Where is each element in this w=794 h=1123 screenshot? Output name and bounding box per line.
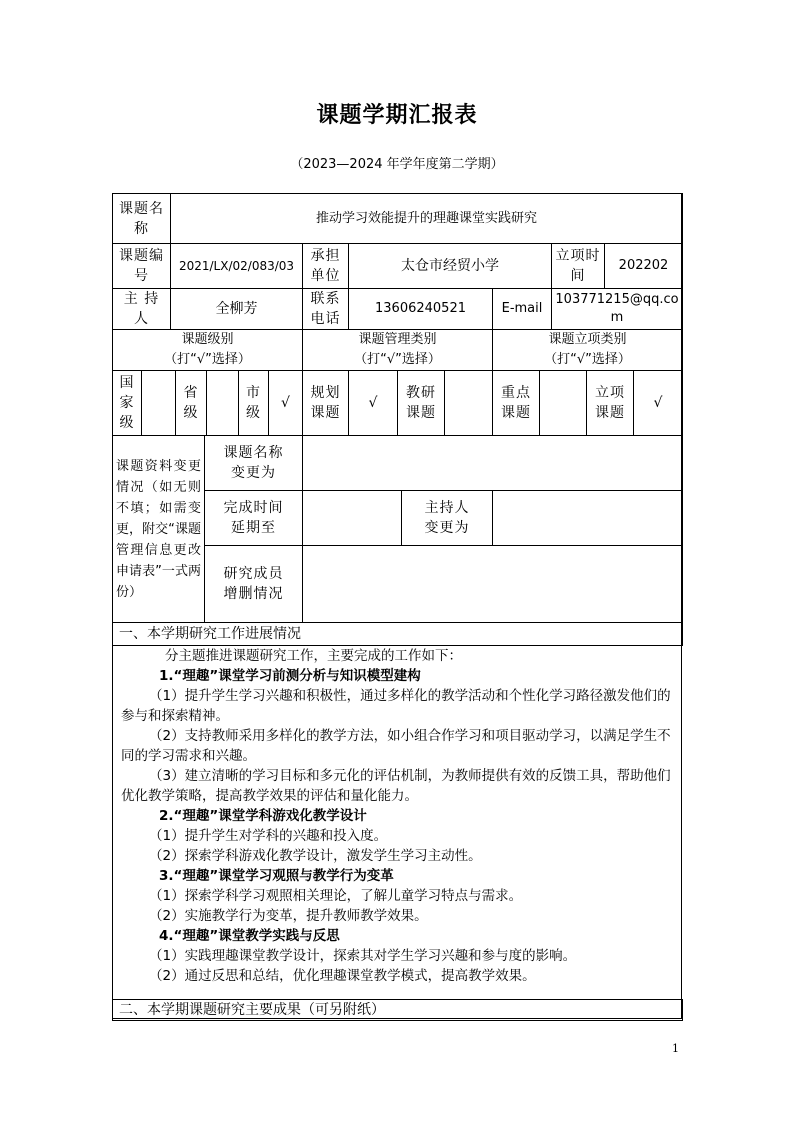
teaching-label: 教研课题 bbox=[397, 370, 445, 436]
paragraph: （2）探索学科游戏化教学设计，激发学生学习主动性。 bbox=[149, 848, 482, 864]
section1-intro: 分主题推进课题研究工作，主要完成的工作如下： bbox=[165, 648, 462, 664]
city-check: √ bbox=[268, 370, 303, 436]
page-title: 课题学期汇报表 bbox=[316, 103, 478, 128]
mgmt-hint: （打“√”选择） bbox=[354, 352, 441, 367]
setup-time-label: 立项时间 bbox=[551, 243, 605, 289]
host-change-value bbox=[492, 490, 683, 546]
members-value bbox=[302, 545, 683, 623]
unit-label: 承担单位 bbox=[302, 243, 349, 289]
subsection-heading: 4.“理趣”课堂教学实践与反思 bbox=[159, 928, 340, 944]
section2-heading: 二、本学期课题研究主要成果（可另附纸） bbox=[112, 999, 683, 1021]
page-number: 1 bbox=[672, 1042, 679, 1055]
delay-value bbox=[302, 490, 402, 546]
province-check bbox=[206, 370, 239, 436]
topic-code-label: 课题编号 bbox=[112, 243, 171, 289]
change-side-note: 课题资料变更情况（如无则不填；如需变更，附交“课题管理信息更改申请表”一式两份） bbox=[112, 435, 205, 623]
page-subtitle: （2023—2024 年学年度第二学期） bbox=[290, 157, 504, 172]
paragraph: （2）支持教师采用多样化的教学方法，如小组合作学习和项目驱动学习，以满足学生不同的学习需求和兴趣。 bbox=[121, 728, 671, 764]
national-check bbox=[141, 370, 176, 436]
planned-check: √ bbox=[348, 370, 398, 436]
setup-hint: （打“√”选择） bbox=[544, 352, 631, 367]
paragraph: （2）实施教学行为变革，提升教师教学效果。 bbox=[149, 908, 428, 924]
planned-label: 规划课题 bbox=[302, 370, 349, 436]
setup-time-value: 202202 bbox=[604, 243, 683, 289]
phone-label: 联系电话 bbox=[302, 288, 349, 330]
topic-code-value: 2021/LX/02/083/03 bbox=[170, 243, 303, 289]
delay-label: 完成时间延期至 bbox=[204, 490, 303, 546]
unit-value: 太仓市经贸小学 bbox=[348, 243, 552, 289]
paragraph: （1）提升学生学习兴趣和积极性，通过多样化的教学活动和个性化学习路径激发他们的参与和探索精神。 bbox=[121, 688, 671, 724]
level-title: 课题级别 bbox=[181, 332, 234, 347]
name-change-value bbox=[302, 435, 683, 491]
phone-value: 13606240521 bbox=[348, 288, 493, 330]
province-label: 省级 bbox=[175, 370, 207, 436]
name-change-label: 课题名称变更为 bbox=[204, 435, 303, 491]
section1-items bbox=[121, 666, 673, 986]
section1-heading: 一、本学期研究工作进展情况 bbox=[112, 622, 683, 646]
email-label: E-mail bbox=[492, 288, 552, 330]
host-label: 主 持 人 bbox=[112, 288, 171, 330]
paragraph: （2）通过反思和总结，优化理趣课堂教学模式，提高教学效果。 bbox=[149, 968, 536, 984]
paragraph: （1）提升学生对学科的兴趣和投入度。 bbox=[149, 828, 388, 844]
subsection-heading: 1.“理趣”课堂学习前测分析与知识模型建构 bbox=[159, 668, 421, 684]
mgmt-title: 课题管理类别 bbox=[358, 332, 437, 347]
paragraph: （1）探索学科学习观照相关理论，了解儿童学习特点与需求。 bbox=[149, 888, 523, 904]
host-value: 全柳芳 bbox=[170, 288, 303, 330]
setup-header bbox=[492, 329, 683, 371]
email-value: 103771215@qq.com bbox=[551, 288, 683, 330]
key-check bbox=[539, 370, 587, 436]
section1-body bbox=[112, 644, 682, 1002]
setup-type-check: √ bbox=[633, 370, 683, 436]
mgmt-header bbox=[302, 329, 493, 371]
key-label: 重点课题 bbox=[492, 370, 540, 436]
paragraph: （1）实践理趣课堂教学设计，探索其对学生学习兴趣和参与度的影响。 bbox=[149, 948, 577, 964]
city-label: 市级 bbox=[238, 370, 269, 436]
level-hint: （打“√”选择） bbox=[164, 352, 251, 367]
subsection-heading: 3.“理趣”课堂学习观照与教学行为变革 bbox=[159, 868, 394, 884]
setup-title: 课题立项类别 bbox=[548, 332, 627, 347]
members-label: 研究成员增删情况 bbox=[204, 545, 303, 623]
national-label: 国家级 bbox=[112, 370, 142, 436]
topic-name-value: 推动学习效能提升的理趣课堂实践研究 bbox=[170, 193, 683, 244]
host-change-label: 主持人变更为 bbox=[401, 490, 493, 546]
teaching-check bbox=[444, 370, 493, 436]
level-header bbox=[112, 329, 303, 371]
setup-type-label: 立项课题 bbox=[586, 370, 634, 436]
subsection-heading: 2.“理趣”课堂学科游戏化教学设计 bbox=[159, 808, 367, 824]
topic-name-label: 课题名称 bbox=[112, 193, 171, 244]
paragraph: （3）建立清晰的学习目标和多元化的评估机制，为教师提供有效的反馈工具，帮助他们优化教学策略，提高教学效果的评估和量化能力。 bbox=[121, 768, 671, 804]
